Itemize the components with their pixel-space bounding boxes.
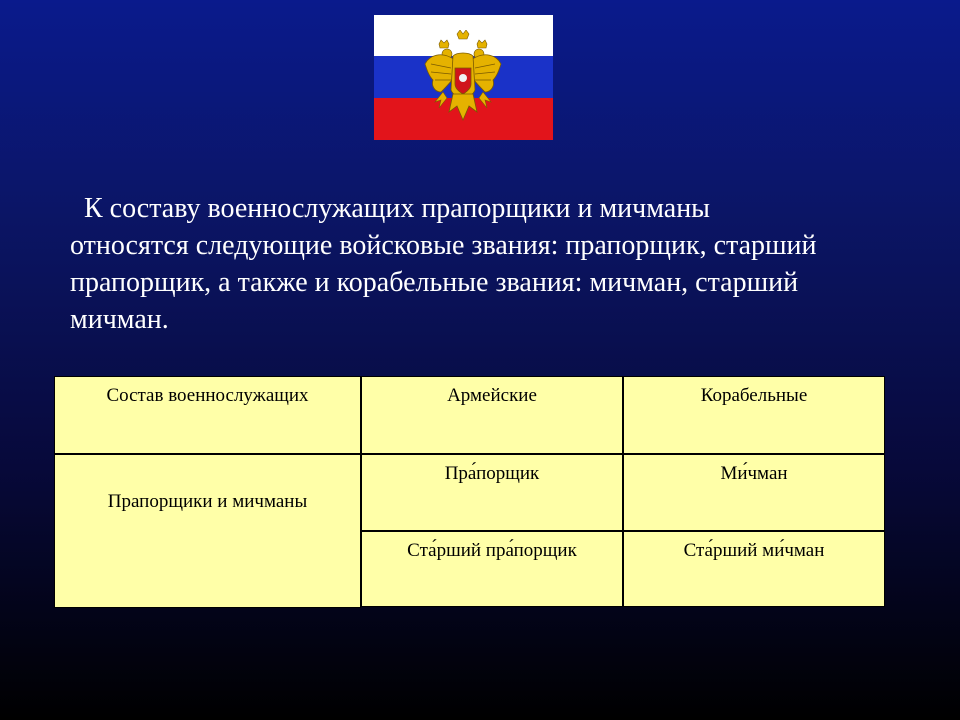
table-row-1-army xyxy=(361,454,623,531)
header-composition-label: Состав военнослужащих xyxy=(106,385,309,406)
header-army-label: Армейские xyxy=(447,385,537,406)
header-navy-label: Корабельные xyxy=(700,385,808,406)
table-row-1-navy xyxy=(623,454,885,531)
header-cell-army xyxy=(361,376,623,454)
header-cell-navy xyxy=(623,376,885,454)
table-row-2-army xyxy=(361,531,623,607)
table-row-2-navy xyxy=(623,531,885,607)
rank-senior-michman: Ста́рший ми́чман xyxy=(683,540,825,561)
rank-senior-praporshchik: Ста́рший пра́порщик xyxy=(407,540,577,561)
group-cell xyxy=(54,454,361,608)
rank-praporshchik: Пра́порщик xyxy=(444,463,540,484)
header-cell-composition xyxy=(54,376,361,454)
double-headed-eagle-icon xyxy=(421,30,505,126)
intro-paragraph: К составу военнослужащих прапорщики и мичманы относятся следующие войсковые звания: прапорщик, старший прапорщик, а также и корабельные звания: мичман, старший мичман. xyxy=(70,193,817,335)
russian-flag xyxy=(374,15,553,140)
rank-michman: Ми́чман xyxy=(720,463,788,484)
group-label: Прапорщики и мичманы xyxy=(107,491,308,512)
